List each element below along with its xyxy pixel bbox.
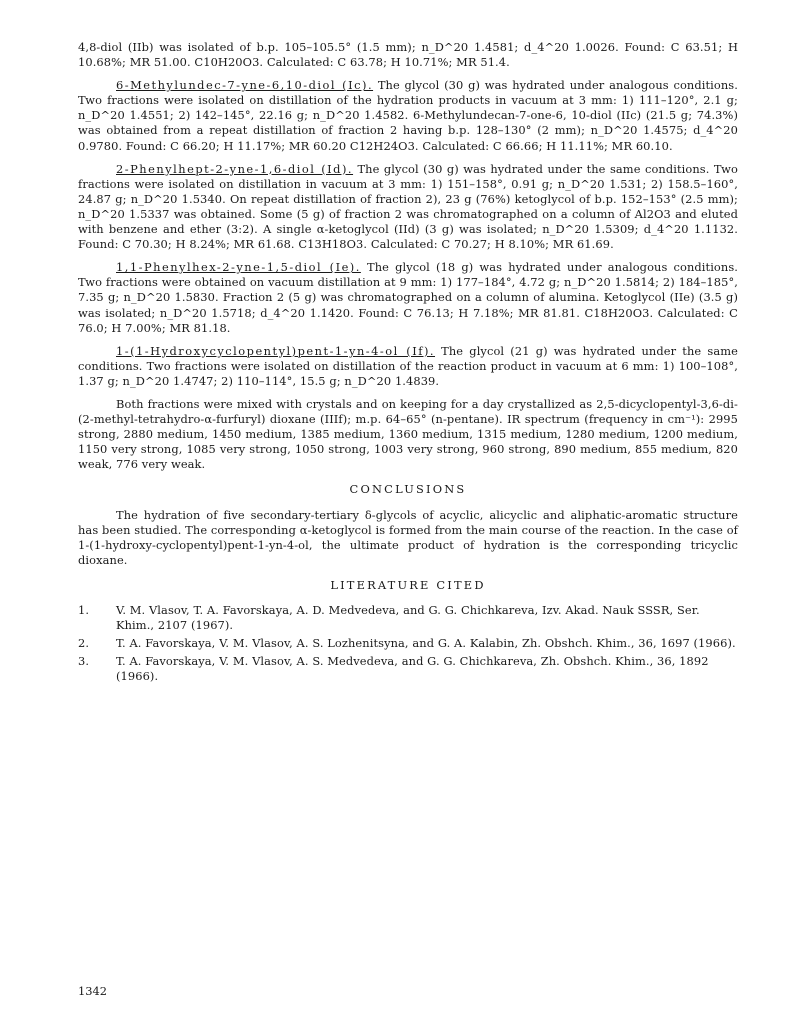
- reference-number: 3.: [78, 654, 90, 669]
- paragraph-if-body: The glycol (21 g) was hydrated under the same conditions. Two fractions were isolated on distillation of the reaction product in vacuum at 6 mm: 1) 100–108°, 1.37 g; n_D^20 1.4747; 2) 110–114°, 15.5 g; n_D^20 1.4839.: [78, 343, 738, 388]
- conclusions-heading: CONCLUSIONS: [349, 482, 467, 497]
- reference-number: 2.: [78, 636, 90, 651]
- paragraph-ie-body: The glycol (18 g) was hydrated under analogous conditions. Two fractions were obtained on vacuum distillation at 9 mm: 1) 177–184°, 4.72 g; n_D^20 1.5814; 2) 184–185°, 7.35 g; n_D^20 1.5830. Fraction 2 (5 g) was chromatographed on a column of alumina. Ketoglycol (IIe) (3.5 g) was isolated; n_D^20 1.5718; d_4^20 1.1420. Found: C 76.13; H 7.18%; MR 81.81. C18H20O3. Calculated: C 76.0; H 7.00%; MR 81.18.: [78, 260, 738, 335]
- paragraph-ic: [78, 78, 738, 153]
- paragraph-ie: [78, 260, 738, 335]
- reference-item: [78, 636, 738, 651]
- compound-title-if: 1-(1-Hydroxycyclopentyl)pent-1-yn-4-ol (If).: [116, 343, 436, 358]
- literature-heading: LITERATURE CITED: [330, 577, 486, 592]
- reference-item: [78, 603, 738, 633]
- reference-list: [78, 603, 738, 684]
- reference-item: [78, 654, 738, 684]
- compound-title-ic: 6-Methylundec-7-yne-6,10-diol (Ic).: [116, 78, 374, 93]
- reference-number: 1.: [78, 603, 90, 617]
- page-number: 1342: [78, 984, 107, 998]
- paragraph-ib-end: 4,8-diol (IIb) was isolated of b.p. 105–105.5° (1.5 mm); n_D^20 1.4581; d_4^20 1.0026. Found: C 63.51; H 10.68%; MR 51.00. C10H20O3. Calculated: C 63.78; H 10.71%; MR 51.4.: [78, 40, 738, 70]
- paragraph-both-fractions: Both fractions were mixed with crystals and on keeping for a day crystallized as 2,5-dicyclopentyl-3,6-di-(2-methyl-tetrahydro-α-furfuryl) dioxane (IIIf); m.p. 64–65° (n-pentane). IR spectrum (frequency in cm⁻¹): 2995 strong, 2880 medium, 1450 medium, 1385 medium, 1360 medium, 1315 medium, 1280 medium, 1200 medium, 1150 very strong, 1085 very strong, 1050 strong, 1003 very strong, 960 strong, 890 medium, 855 medium, 820 weak, 776 very weak.: [78, 396, 738, 472]
- paragraph-id-body: The glycol (30 g) was hydrated under the same conditions. Two fractions were isolated on distillation in vacuum at 3 mm: 1) 151–158°, 0.91 g; n_D^20 1.531; 2) 158.5–160°, 24.87 g; n_D^20 1.5340. On repeat distillation of fraction 2), 23 g (76%) ketoglycol of b.p. 152–153° (2.5 mm); n_D^20 1.5337 was obtained. Some (5 g) of fraction 2 was chromatographed on a column of Al2O3 and eluted with benzene and ether (3:2). A single α-ketoglycol (IId) (3 g) was isolated; n_D^20 1.5309; d_4^20 1.1132. Found: C 70.30; H 8.24%; MR 61.68. C13H18O3. Calculated: C 70.27; H 8.10%; MR 61.69.: [78, 161, 738, 252]
- paragraph-id: [78, 162, 738, 253]
- compound-title-ie: 1,1-Phenylhex-2-yne-1,5-diol (Ie).: [116, 260, 361, 275]
- reference-text: V. M. Vlasov, T. A. Favorskaya, A. D. Medvedeva, and G. G. Chichkareva, Izv. Akad. Nauk SSSR, Ser. Khim., 2107 (1967).: [116, 603, 700, 633]
- conclusions-text: The hydration of five secondary-tertiary δ-glycols of acyclic, alicyclic and aliphatic-aromatic structure has been studied. The corresponding α-ketoglycol is formed from the main course of the reaction. In the case of 1-(1-hydroxy-cyclopentyl)pent-1-yn-4-ol, the ultimate product of hydration is the corresponding tricyclic dioxane.: [78, 507, 738, 567]
- paragraph-if: [78, 344, 738, 389]
- reference-text: T. A. Favorskaya, V. M. Vlasov, A. S. Medvedeva, and G. G. Chichkareva, Zh. Obshch. Khim., 36, 1892 (1966).: [116, 654, 709, 684]
- reference-text: T. A. Favorskaya, V. M. Vlasov, A. S. Lozhenitsyna, and G. A. Kalabin, Zh. Obshch. Khim., 36, 1697 (1966).: [116, 636, 736, 651]
- paragraph-ic-body: The glycol (30 g) was hydrated under analogous conditions. Two fractions were isolated on distillation of the hydration products in vacuum at 3 mm: 1) 111–120°, 2.1 g; n_D^20 1.4551; 2) 142–145°, 22.16 g; n_D^20 1.4582. 6-Methylundecan-7-one-6, 10-diol (IIc) (21.5 g; 74.3%) was obtained from a repeat distillation of fraction 2 having b.p. 128–130° (2 mm); n_D^20 1.4575; d_4^20 0.9780. Found: C 66.20; H 11.17%; MR 60.20 C12H24O3. Calculated: C 66.66; H 11.11%; MR 60.10.: [78, 78, 738, 153]
- page-body: [78, 40, 738, 687]
- compound-title-id: 2-Phenylhept-2-yne-1,6-diol (Id).: [116, 161, 354, 176]
